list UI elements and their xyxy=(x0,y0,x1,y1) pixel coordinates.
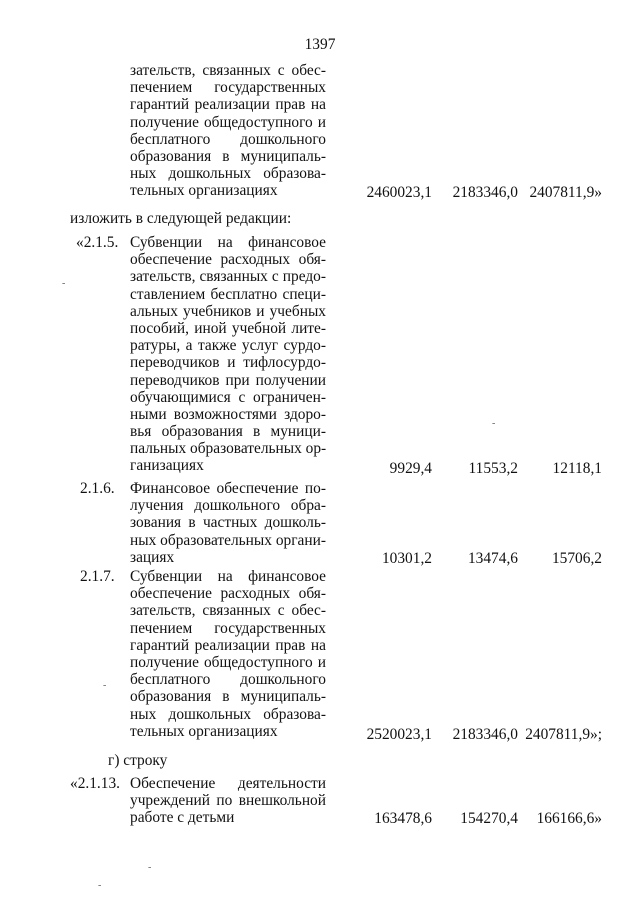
item-number: «2.1.5. xyxy=(76,234,119,251)
description-line: печением государственных xyxy=(130,79,326,97)
description-line: переводчиков при получении xyxy=(130,371,326,389)
description-line: Субвенции на финансовое xyxy=(130,234,326,251)
description-line: ных дошкольных образова- xyxy=(130,165,326,183)
value-2025: 154270,4 xyxy=(460,810,518,827)
description-line: ставлением бесплатно специ- xyxy=(130,285,326,303)
description-line: Субвенции на финансовое xyxy=(130,568,326,585)
value-2025: 2183346,0 xyxy=(452,726,518,743)
description-line: ганизациях xyxy=(130,457,204,475)
description-line: переводчиков и тифлосурдо- xyxy=(130,354,326,372)
description-line: обеспечение расходных обя- xyxy=(130,251,326,269)
item-description xyxy=(130,480,326,566)
description-line: бесплатного дошкольного xyxy=(130,130,326,148)
scan-speck: - xyxy=(492,418,496,429)
item-number: 2.1.7. xyxy=(80,568,115,585)
scan-speck: - xyxy=(62,278,66,289)
item-number: 2.1.6. xyxy=(80,480,115,497)
description-line: образования в муниципаль- xyxy=(130,688,326,706)
description-line: пальных образовательных ор- xyxy=(130,440,326,458)
value-2025: 13474,6 xyxy=(467,550,518,567)
description-line: ных дошкольных образова- xyxy=(130,705,326,723)
value-2026: 12118,1 xyxy=(552,460,602,477)
description-line: образования в муниципаль- xyxy=(130,147,326,165)
scan-speck: - xyxy=(148,862,152,873)
description-line: зательств, связанных с предо- xyxy=(130,268,326,286)
description-line: гарантий реализации прав на xyxy=(130,96,326,114)
description-line: ных образовательных органи- xyxy=(130,531,326,549)
description-line: зования в частных дошколь- xyxy=(130,514,326,532)
description-line: учреждений по внешкольной xyxy=(130,792,326,810)
description-line: тельных организациях xyxy=(130,722,278,740)
description-line: ными возможностями здоро- xyxy=(130,405,326,423)
description-line: альных учебников и учебных xyxy=(130,302,326,320)
description-line: получение общедоступного и xyxy=(130,653,326,671)
value-2024: 2460023,1 xyxy=(366,184,432,201)
description-line: обеспечение расходных обя- xyxy=(130,585,326,603)
description-line: Обеспечение деятельности xyxy=(130,775,326,792)
value-2024: 163478,6 xyxy=(374,810,432,827)
description-line: зательств, связанных с обес- xyxy=(130,602,326,620)
description-line: гарантий реализации прав на xyxy=(130,636,326,654)
description-line: пособий, иной учебной лите- xyxy=(130,319,326,337)
description-line: обучающимися с ограничен- xyxy=(130,388,326,406)
description-line: получение общедоступного и xyxy=(130,113,326,131)
item-description xyxy=(130,568,326,740)
value-2026: 2407811,9»; xyxy=(525,726,602,743)
value-2026: 15706,2 xyxy=(551,550,602,567)
value-2024: 10301,2 xyxy=(381,550,432,567)
value-2026: 166166,6» xyxy=(536,810,602,827)
value-2025: 2183346,0 xyxy=(452,184,518,201)
value-2024: 9929,4 xyxy=(389,460,432,477)
description-line: печением государственных xyxy=(130,619,326,637)
value-2025: 11553,2 xyxy=(468,460,518,477)
description-line: зательств, связанных с обес- xyxy=(130,62,326,79)
description-line: вья образования в муници- xyxy=(130,423,326,441)
scan-speck: - xyxy=(103,680,107,691)
page-number: 1397 xyxy=(304,36,336,53)
value-2024: 2520023,1 xyxy=(366,726,432,743)
item-description xyxy=(130,775,326,827)
description-line: Финансовое обеспечение по- xyxy=(130,480,326,497)
item-number: «2.1.13. xyxy=(70,775,121,792)
sub-heading: г) строку xyxy=(108,752,168,769)
description-line: лучения дошкольного обра- xyxy=(130,497,326,515)
value-2026: 2407811,9» xyxy=(529,184,602,201)
description-line: бесплатного дошкольного xyxy=(130,671,326,689)
description-line: тельных организациях xyxy=(130,182,278,200)
item-description xyxy=(130,234,326,475)
scan-speck: - xyxy=(98,880,102,891)
description-line: зациях xyxy=(130,548,175,566)
block-continuation-description xyxy=(130,62,326,200)
description-line: работе с детьми xyxy=(130,809,235,827)
intro-text: изложить в следующей редакции: xyxy=(70,210,292,227)
description-line: ратуры, а также услуг сурдо- xyxy=(130,337,326,355)
